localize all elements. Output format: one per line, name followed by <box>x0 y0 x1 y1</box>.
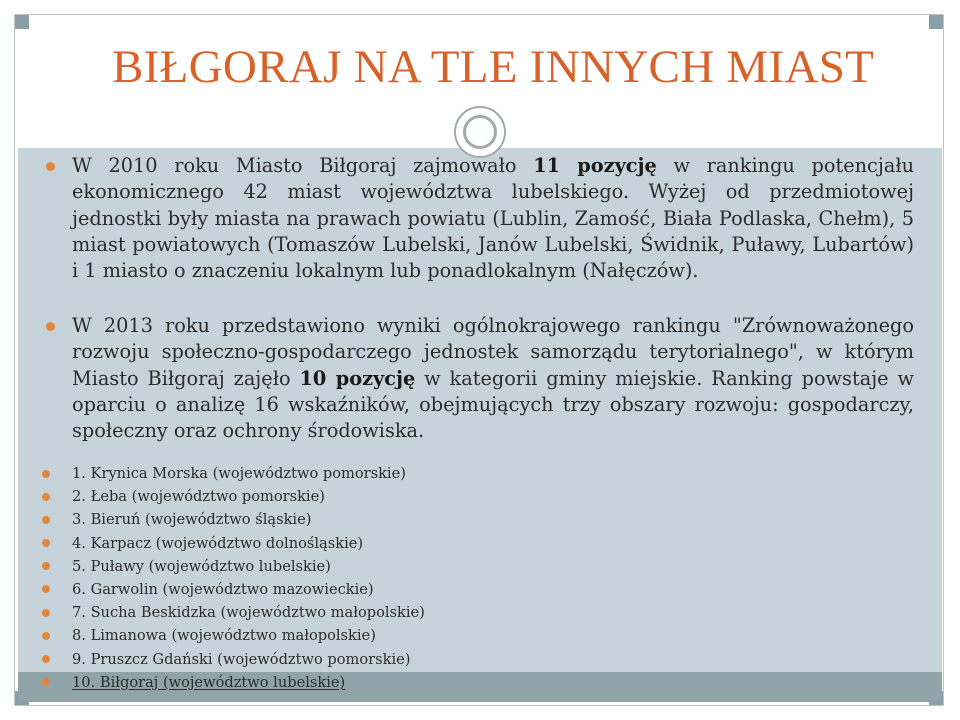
bullet-icon <box>42 609 50 617</box>
ranking-list-item <box>72 508 425 531</box>
bullet-icon <box>42 632 50 640</box>
bullet-icon <box>42 655 50 663</box>
slide-title: BIŁGORAJ NA TLE INNYCH MIAST <box>112 41 875 93</box>
header-divider-circle-icon <box>454 106 506 158</box>
ranking-list-item <box>72 671 425 694</box>
ranking-list-item <box>72 532 425 555</box>
bullet-icon <box>42 516 50 524</box>
ranking-list-item <box>72 648 425 671</box>
ranking-entry-text: 6. Garwolin (województwo mazowieckie) <box>72 580 374 598</box>
paragraph-ranking-2010: W 2010 roku Miasto Biłgoraj zajmowało 11 pozycję w rankingu potencjału ekonomicznego 42 miast województwa lubelskiego. Wyżej od przedmiotowej jednostki były miasta na prawach powiatu (Lublin, Zamość, Biała Podlaska, Chełm), 5 miast powiatowych (Tomaszów Lubelski, Janów Lubelski, Świdnik, Puławy, Lubartów) i 1 miasto o znaczeniu lokalnym lub ponadlokalnym (Nałęczów). <box>72 154 914 283</box>
bullet-icon <box>46 162 55 171</box>
paragraph-ranking-2013: W 2013 roku przedstawiono wyniki ogólnokrajowego rankingu "Zrównoważonego rozwoju społeczno-gospodarczego jednostek samorządu terytorialnego", w którym Miasto Biłgoraj zajęło 10 pozycję w kategorii gminy miejskie. Ranking powstaje w oparciu o analizę 16 wskaźników, obejmujących trzy obszary rozwoju: gospodarczy, społeczny oraz ochrony środowiska. <box>72 314 914 443</box>
ranking-entry-text: 9. Pruszcz Gdański (województwo pomorskie) <box>72 650 411 668</box>
ranking-list <box>72 462 425 694</box>
bullet-icon <box>42 470 50 478</box>
ranking-list-item <box>72 555 425 578</box>
ranking-list-item <box>72 485 425 508</box>
ranking-entry-text: 1. Krynica Morska (województwo pomorskie) <box>72 465 406 482</box>
ranking-list-item <box>72 462 425 485</box>
ranking-entry-text: 2. Łeba (województwo pomorskie) <box>72 488 325 506</box>
ranking-list-item <box>72 578 425 601</box>
ranking-list-item <box>72 624 425 647</box>
bullet-icon <box>42 493 50 501</box>
ranking-entry-text: 10. Biłgoraj (województwo lubelskie) <box>72 673 346 691</box>
ranking-entry-text: 8. Limanowa (województwo małopolskie) <box>72 627 376 645</box>
ranking-entry-text: 3. Bieruń (województwo śląskie) <box>72 511 312 529</box>
bullet-icon <box>46 322 55 331</box>
ranking-entry-text: 4. Karpacz (województwo dolnośląskie) <box>72 534 364 552</box>
ranking-entry-text: 7. Sucha Beskidzka (województwo małopolskie) <box>72 604 425 622</box>
ranking-list-item <box>72 601 425 624</box>
corner-decoration <box>15 15 29 29</box>
bullet-icon <box>42 539 50 547</box>
corner-decoration <box>929 15 943 29</box>
ranking-entry-text: 5. Puławy (województwo lubelskie) <box>72 557 331 575</box>
